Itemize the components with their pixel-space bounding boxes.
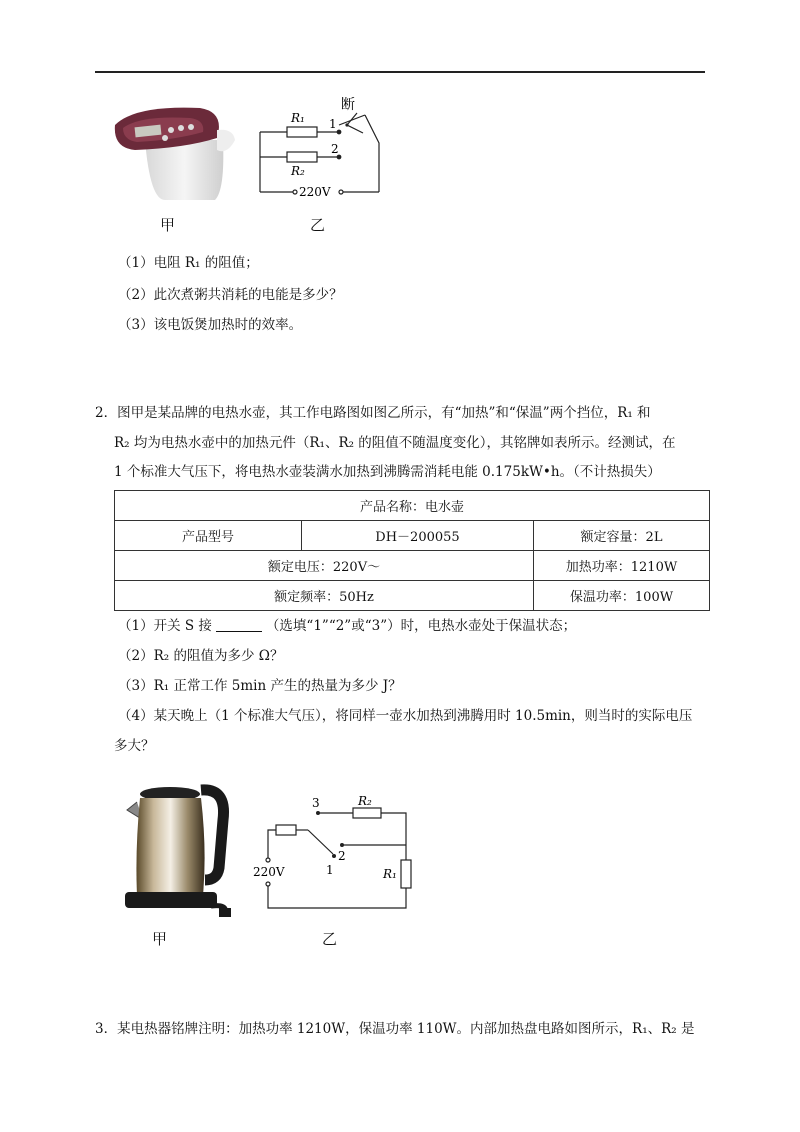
circuit1-r2-label: R₂ bbox=[291, 164, 305, 178]
table-model-value: DH－200055 bbox=[302, 521, 534, 551]
question1-suffix: （选填“1”“2”或“3”）时，电热水壶处于保温状态； bbox=[265, 618, 577, 634]
page-top-rule bbox=[95, 71, 705, 73]
rice-cooker-image bbox=[105, 100, 240, 205]
answer-blank bbox=[216, 617, 262, 632]
figure2-label-yi: 乙 bbox=[322, 930, 338, 948]
problem1-question-2: （2）此次煮粥共消耗的电能是多少？ bbox=[118, 287, 343, 303]
nameplate-table bbox=[114, 490, 710, 611]
table-keep-warm-power: 保温功率：100W bbox=[534, 581, 710, 611]
circuit2-contact-1: 1 bbox=[326, 863, 334, 877]
circuit1-contact-2: 2 bbox=[331, 142, 339, 156]
circuit1-voltage-label: 220V bbox=[299, 185, 331, 199]
problem3-text-line-1: 3．某电热器铭牌注明：加热功率 1210W，保温功率 110W。内部加热盘电路如图所示，R₁、R₂ 是 bbox=[95, 1021, 695, 1037]
table-heat-power: 加热功率：1210W bbox=[534, 551, 710, 581]
table-capacity: 额定容量：2L bbox=[534, 521, 710, 551]
problem1-question-1: （1）电阻 R₁ 的阻值； bbox=[118, 255, 259, 271]
figure2-label-jia: 甲 bbox=[152, 930, 168, 948]
circuit2-voltage-label: 220V bbox=[253, 865, 285, 879]
table-row bbox=[115, 491, 710, 521]
table-title-cell: 产品名称：电水壶 bbox=[115, 491, 710, 521]
circuit1-r1-label: R₁ bbox=[291, 111, 305, 125]
problem2-question-1 bbox=[118, 616, 576, 636]
table-row bbox=[115, 551, 710, 581]
figure1-label-yi: 乙 bbox=[310, 216, 326, 234]
problem1-question-3: （3）该电饭煲加热时的效率。 bbox=[118, 317, 303, 333]
figure1-label-jia: 甲 bbox=[160, 216, 176, 234]
problem2-question-4-line-1: （4）某天晚上（1 个标准大气压），将同样一壶水加热到沸腾用时 10.5min，则当时的实际电压 bbox=[118, 708, 693, 724]
table-row bbox=[115, 521, 710, 551]
question1-prefix: （1）开关 S 接 bbox=[118, 618, 212, 634]
problem2-text-line-1: 2．图甲是某品牌的电热水壶，其工作电路图如图乙所示，有“加热”和“保温”两个挡位，R₁ 和 bbox=[95, 405, 651, 421]
problem2-text-line-2: R₂ 均为电热水壶中的加热元件（R₁、R₂ 的阻值不随温度变化），其铭牌如表所示。经测试，在 bbox=[114, 435, 676, 451]
circuit2-r2-label: R₂ bbox=[358, 794, 372, 808]
problem2-question-3: （3）R₁ 正常工作 5min 产生的热量为多少 J？ bbox=[118, 678, 402, 694]
table-model-label: 产品型号 bbox=[115, 521, 302, 551]
table-rated-voltage: 额定电压：220V～ bbox=[115, 551, 534, 581]
electric-kettle-image bbox=[115, 780, 245, 920]
problem2-question-4-line-2: 多大？ bbox=[114, 738, 155, 754]
figure1-circuit-diagram bbox=[255, 95, 390, 210]
problem2-text-line-3: 1 个标准大气压下，将电热水壶装满水加热到沸腾需消耗电能 0.175kW•h。（不计热损失） bbox=[114, 464, 661, 480]
figure2-circuit-diagram bbox=[248, 790, 418, 915]
circuit2-contact-3: 3 bbox=[312, 796, 320, 810]
table-row bbox=[115, 581, 710, 611]
circuit2-r1-label: R₁ bbox=[383, 867, 397, 881]
table-rated-frequency: 额定频率：50Hz bbox=[115, 581, 534, 611]
circuit1-contact-1: 1 bbox=[329, 117, 337, 131]
problem2-question-2: （2）R₂ 的阻值为多少 Ω？ bbox=[118, 648, 284, 664]
circuit2-contact-2: 2 bbox=[338, 849, 346, 863]
circuit1-switch-off-label: 断 bbox=[341, 97, 355, 113]
